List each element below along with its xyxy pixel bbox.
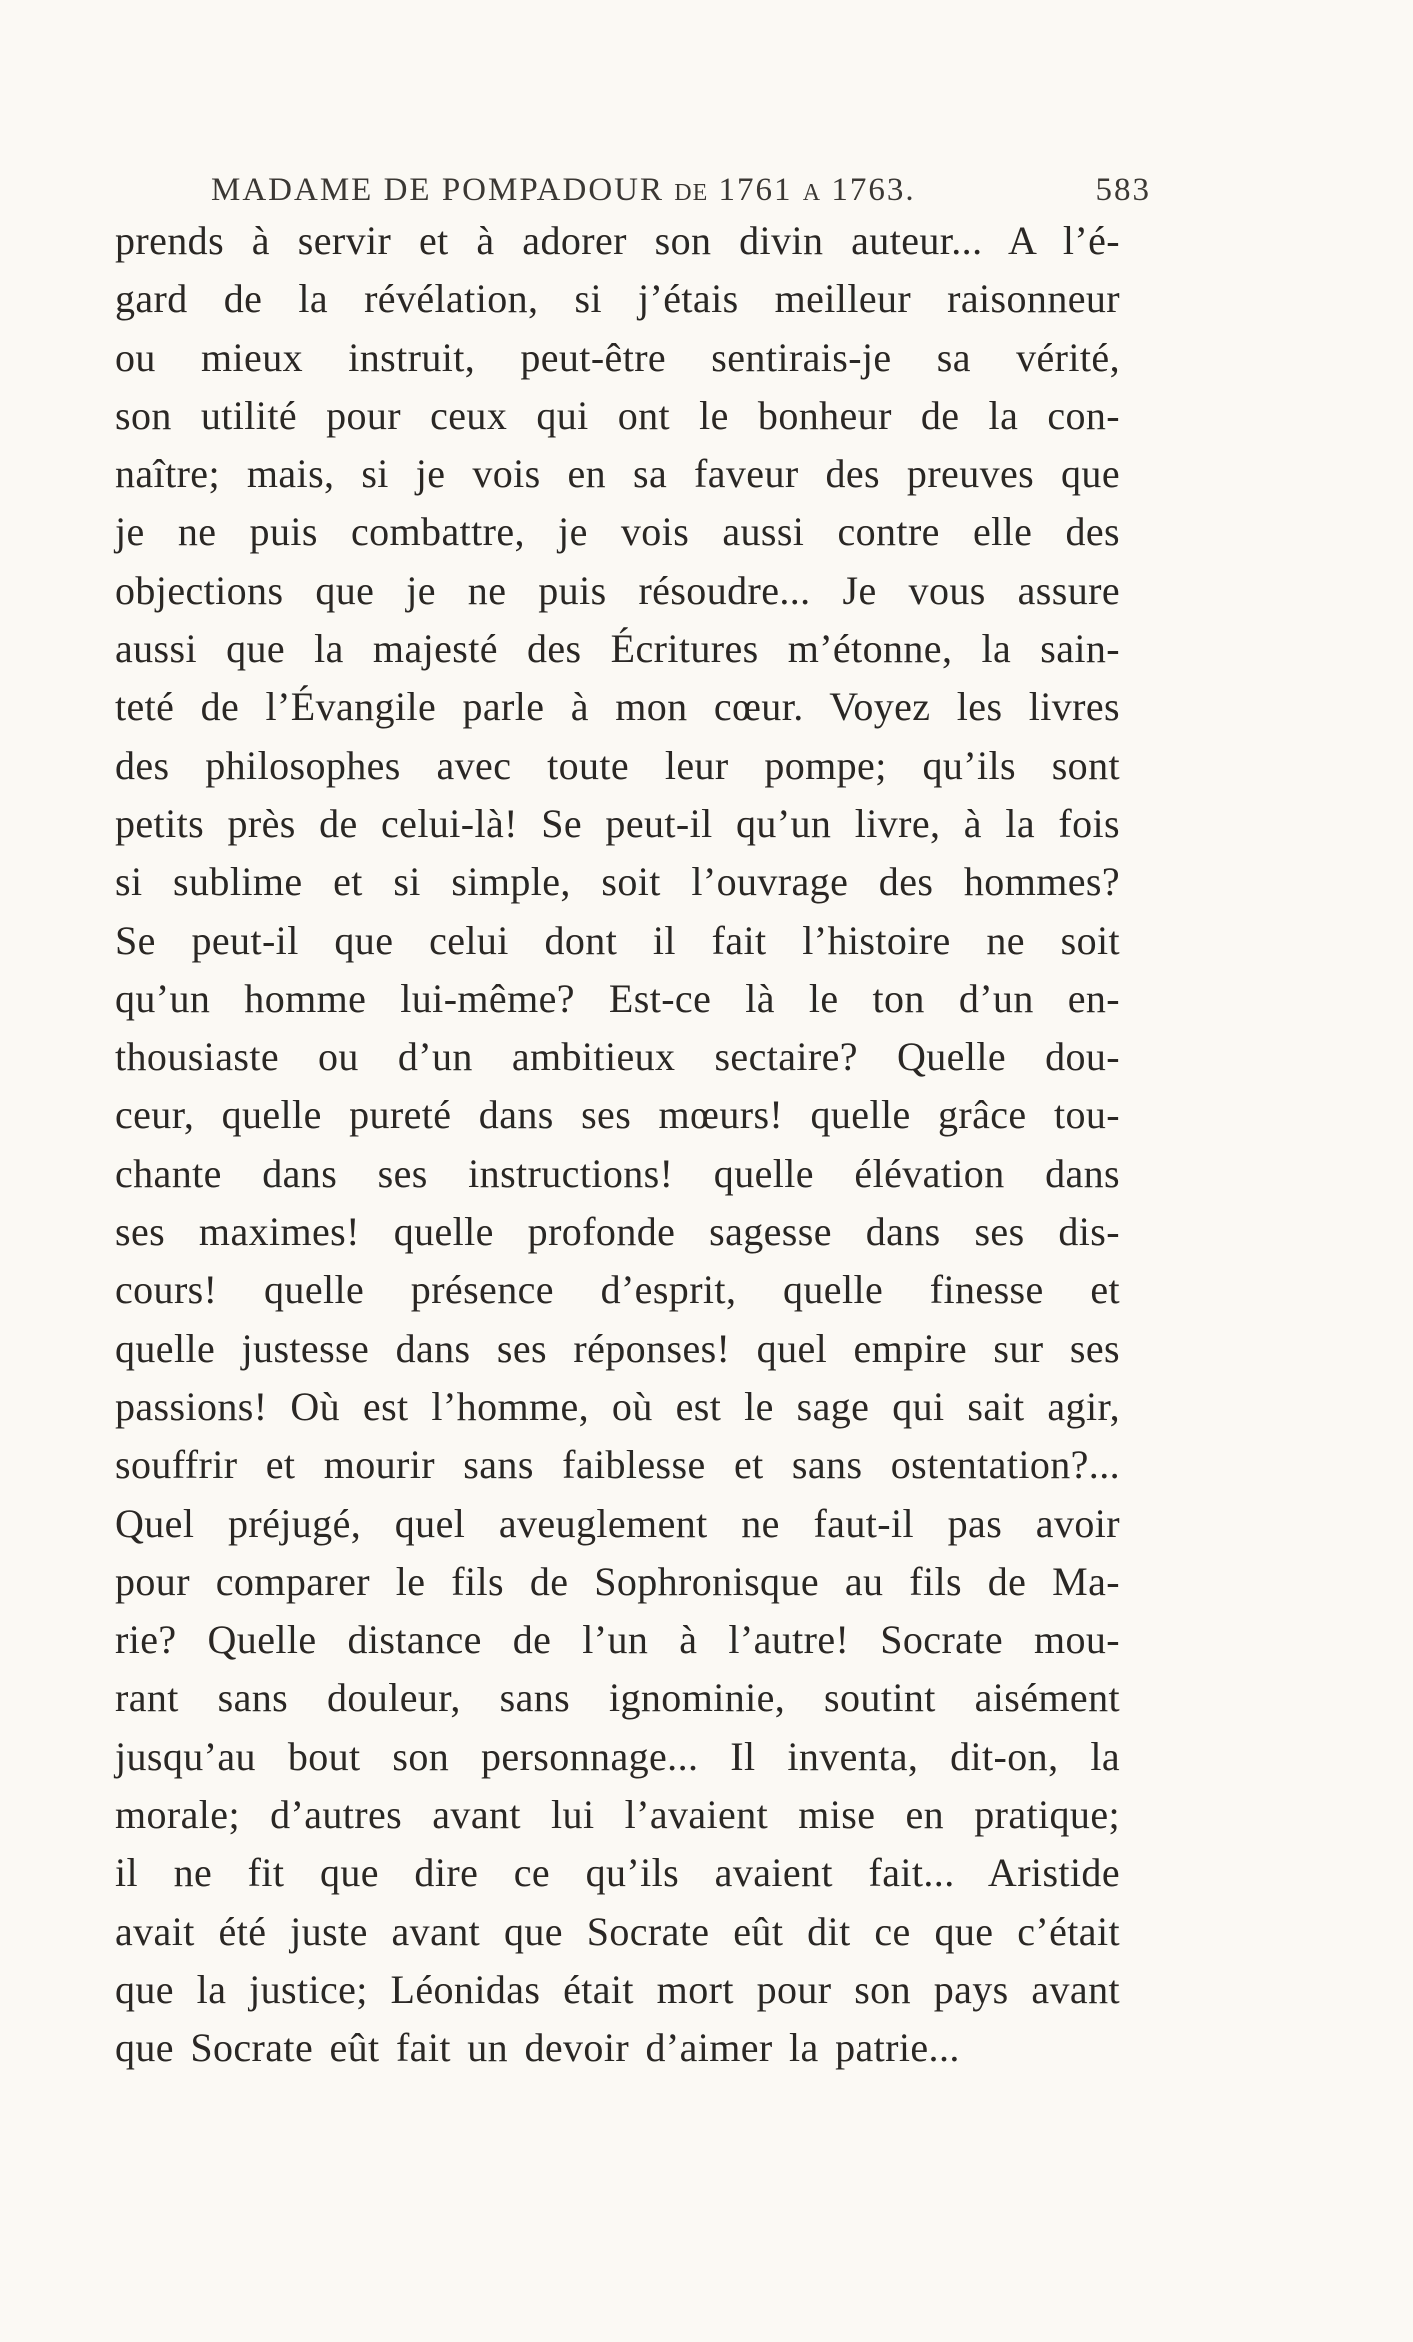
text-line: qu’un homme lui-même? Est-ce là le ton d’un en- [115,975,1120,1021]
text-line: si sublime et si simple, soit l’ouvrage des hommes? [115,859,1120,905]
text-line: teté de l’Évangile parle à mon cœur. Voyez les livres [115,684,1120,730]
running-title-a: A [802,180,822,206]
text-line: thousiaste ou d’un ambitieux sectaire? Quelle dou- [115,1034,1120,1080]
text-line-last: que Socrate eût fait un devoir d’aimer la patrie... [115,2025,960,2071]
text-line: il ne fit que dire ce qu’ils avaient fait... Aristide [115,1850,1120,1896]
text-line: Quel préjugé, quel aveuglement ne faut-il pas avoir [115,1500,1120,1546]
text-line: ses maximes! quelle profonde sagesse dans ses dis- [115,1209,1120,1255]
text-line: passions! Où est l’homme, où est le sage qui sait agir, [115,1383,1120,1429]
running-title [211,172,916,209]
text-line: objections que je ne puis résoudre... Je vous assure [115,567,1120,613]
text-line: rant sans douleur, sans ignominie, soutint aisément [115,1675,1120,1721]
running-title-year-start: 1761 [718,172,793,208]
text-line: jusqu’au bout son personnage... Il inventa, dit-on, la [115,1733,1120,1779]
text-line: aussi que la majesté des Écritures m’étonne, la sain- [115,626,1120,672]
text-line: des philosophes avec toute leur pompe; qu’ils sont [115,742,1120,788]
text-line: morale; d’autres avant lui l’avaient mise en pratique; [115,1792,1120,1838]
text-line: naître; mais, si je vois en sa faveur des preuves que [115,451,1120,497]
running-title-main: MADAME DE POMPADOUR [211,172,665,208]
text-line: ceur, quelle pureté dans ses mœurs! quelle grâce tou- [115,1092,1120,1138]
running-title-year-end: 1763. [831,172,916,208]
body-text [115,212,1120,2078]
text-line: petits près de celui-là! Se peut-il qu’un livre, à la fois [115,800,1120,846]
text-line: je ne puis combattre, je vois aussi contre elle des [115,509,1120,555]
running-head [211,160,1151,210]
text-line: avait été juste avant que Socrate eût dit ce que c’était [115,1908,1120,1954]
text-line: gard de la révélation, si j’étais meilleur raisonneur [115,276,1120,322]
text-line: prends à servir et à adorer son divin auteur... A l’é- [115,218,1120,263]
text-line: quelle justesse dans ses réponses! quel empire sur ses [115,1325,1120,1371]
text-line: son utilité pour ceux qui ont le bonheur de la con- [115,392,1120,438]
page-number: 583 [1095,172,1151,208]
text-line: pour comparer le fils de Sophronisque au fils de Ma- [115,1558,1120,1604]
text-line: chante dans ses instructions! quelle élévation dans [115,1150,1120,1196]
text-line: cours! quelle présence d’esprit, quelle finesse et [115,1267,1120,1313]
text-line: souffrir et mourir sans faiblesse et sans ostentation?... [115,1442,1120,1488]
running-title-de: DE [674,180,709,206]
text-line: Se peut-il que celui dont il fait l’histoire ne soit [115,917,1120,963]
text-line: rie? Quelle distance de l’un à l’autre! Socrate mou- [115,1617,1120,1663]
text-line: que la justice; Léonidas était mort pour son pays avant [115,1966,1120,2012]
text-line: ou mieux instruit, peut-être sentirais-je sa vérité, [115,334,1120,380]
